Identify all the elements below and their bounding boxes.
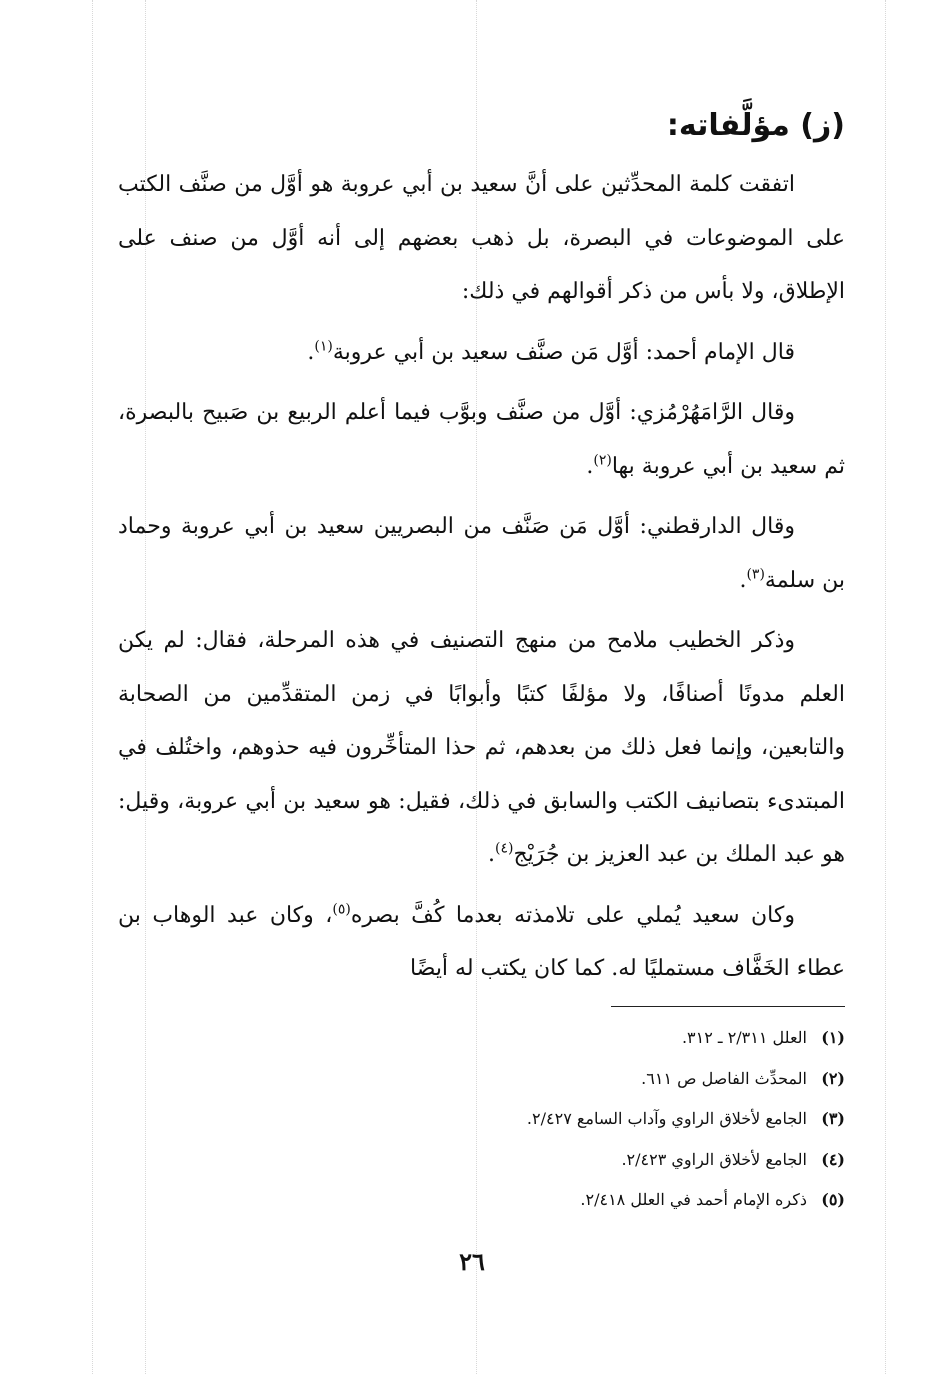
footnote-text: ذكره الإمام أحمد في العلل ٢/٤١٨. [580,1190,807,1209]
footnote-marker[interactable]: (١) [314,338,333,355]
footnote-text: الجامع لأخلاق الراوي وآداب السامع ٢/٤٢٧. [526,1109,807,1128]
footnote-number: (٢) [821,1068,845,1088]
main-text [118,100,845,996]
footnote-item [380,1018,845,1059]
paragraph [118,500,845,607]
scan-guide-line [92,0,93,1374]
text-run: . [307,339,315,365]
footnote-text: الجامع لأخلاق الراوي ٢/٤٢٣. [621,1149,807,1169]
footnote-number: (٥) [821,1190,845,1209]
text-run: وقال الرَّامَهُرْمُزي: أوَّل من صنَّف وبوَّب فيما أعلم الربيع بن صَبيح بالبصرة، ثم سعيد بن أبي عروبة بها [118,400,845,479]
footnote-text: المحدِّث الفاصل ص ٦١١. [641,1068,807,1088]
paragraph [118,614,845,882]
text-run: ، وكان عبد الوهاب بن عطاء الخَفَّاف مستمليًا له. كما كان يكتب له أيضًا [118,902,845,981]
paragraph [118,158,845,319]
text-run: . [739,567,747,593]
footnote-marker[interactable]: (٤) [494,840,514,857]
footnote-item [380,1059,845,1100]
footnote-item [380,1180,845,1221]
paragraph [118,326,845,380]
footnote-number: (٣) [821,1109,845,1128]
footnote-number: (١) [821,1028,845,1047]
paragraph [118,889,845,996]
paragraph [118,386,845,493]
footnote-separator [611,1006,845,1007]
section-heading: (ز) مؤلَّفاته: [666,108,845,143]
text-run: وكان سعيد يُملي على تلامذته بعدما كُفَّ بصره [350,902,795,928]
footnotes-list [380,1018,845,1221]
footnote-item [380,1140,845,1181]
footnote-text: العلل ٢/٣١١ ـ ٣١٢. [681,1028,807,1047]
footnote-marker[interactable]: (٥) [332,901,351,918]
scan-guide-line [885,0,886,1374]
footnote-marker[interactable]: (٢) [593,452,612,469]
footnote-number: (٤) [821,1149,845,1169]
text-run: وقال الدارقطني: أوَّل مَن صَنَّف من البصريين سعيد بن أبي عروبة وحماد بن سلمة [118,514,845,593]
text-run: قال الإمام أحمد: أوَّل مَن صنَّف سعيد بن أبي عروبة [332,339,795,365]
text-run: وذكر الخطيب ملامح من منهج التصنيف في هذه المرحلة، فقال: لم يكن العلم مدونًا أصنافًا، ولا مؤلفًا كتبًا وأبوابًا في زمن المتقدِّمين من الصحابة والتابعين، وإنما فعل ذلك من بعدهم، ثم حذا المتأخِّرون فيه حذوهم، واختُلف في المبتدىء بتصانيف الكتب والسابق في ذلك، فقيل: هو سعيد بن أبي عروبة، وقيل: هو عبد الملك بن عبد العزيز بن جُرَيْج [118,628,845,867]
footnote-item [380,1099,845,1140]
text-run: . [586,453,594,479]
page-number: ٢٦ [459,1247,485,1276]
text-run: اتفقت كلمة المحدِّثين على أنَّ سعيد بن أبي عروبة هو أوَّل من صنَّف الكتب على الموضوعات في البصرة، بل ذهب بعضهم إلى أنه أوَّل من صنف على الإطلاق، ولا بأس من ذكر أقوالهم في ذلك: [118,172,845,304]
text-run: . [487,842,495,867]
footnote-marker[interactable]: (٣) [746,566,765,583]
